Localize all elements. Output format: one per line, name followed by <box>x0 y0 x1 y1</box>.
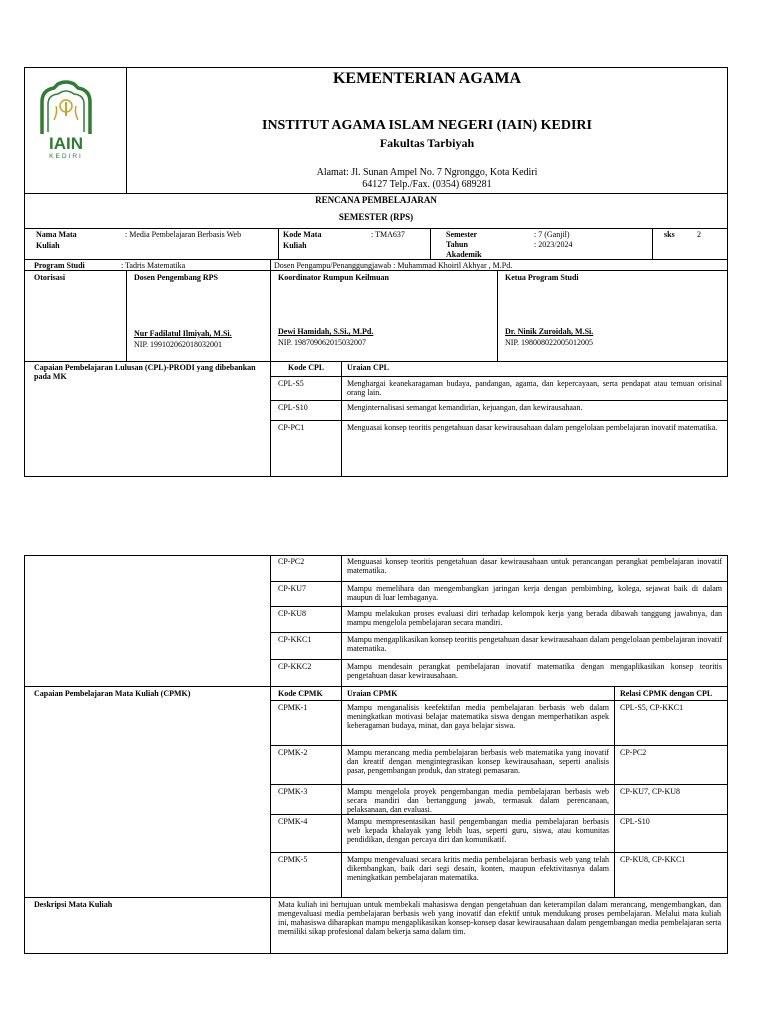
cpl-code: CP-KKC2 <box>278 662 312 671</box>
cpmk-relation: CP-KU7, CP-KU8 <box>620 787 681 796</box>
sks-value: 2 <box>697 230 701 239</box>
academic-year-value: : 2023/2024 <box>534 240 573 249</box>
cpl-desc: Mampu memelihara dan mengembangkan jaringan kerja dengan pembimbing, kolega, sejawat baik di dalam maupun di luar lembaganya. <box>347 584 722 602</box>
cpmk-relation: CPL-S10 <box>620 817 650 826</box>
cpl-desc: Menguasai konsep teoritis pengetahuan dasar kewirausahaan untuk perancangan perangkat pembelajaran inovatif matematika. <box>347 557 722 575</box>
cpmk-relation: CP-KU8, CP-KKC1 <box>620 855 686 864</box>
cpmk-code-header: Kode CPMK <box>278 689 323 698</box>
cpmk-relation: CP-PC2 <box>620 748 647 757</box>
cpl-desc: Menghargai keanekaragaman budaya, pandangan, agama, dan kepercayaan, serta pendapat atau temuan orisinal orang lain. <box>347 379 722 397</box>
head-title: Ketua Program Studi <box>505 273 579 282</box>
sks-label: sks <box>664 230 675 239</box>
authorization-label: Otorisasi <box>34 273 66 282</box>
cpl-desc: Mampu mendesain perangkat pembelajaran inovatif matematika dengan mengaplikasikan konsep teoritis pengetahuan dasar kewirausahaan. <box>347 662 722 680</box>
program-value: : Tadris Matematika <box>121 261 186 270</box>
course-name-value: : Media Pembelajaran Berbasis Web <box>125 230 242 239</box>
cpmk-desc: Mampu menganalisis keefektifan media pembelajaran berbasis web dalam meningkatkan motivasi belajar matematika siswa dengan memperhatikan aspek keberagaman budaya, minat, dan gaya belajar siswa. <box>347 703 609 730</box>
description-label: Deskripsi Mata Kuliah <box>34 900 113 909</box>
coordinator-title: Koordinator Rumpun Keilmuan <box>278 273 389 282</box>
developer-nip: NIP. 199102062018032001 <box>134 340 223 349</box>
cpl-code: CPL-S5 <box>278 379 304 388</box>
developer-name: Nur Fadilatul Ilmiyah, M.Si. <box>134 329 232 338</box>
head-name: Dr. Ninik Zuroidah, M.Si. <box>505 327 594 336</box>
description-text: Mata kuliah ini bertujuan untuk membekali mahasiswa dengan pengetahuan dan keterampilan dalam merancang, mengembangkan, dan mengevaluasi media pembelajaran berbasis web yang inovatif dan efektif untuk mendukung proses pembelajaran. Melalui mata kuliah ini, mahasiswa diharapkan mampu mengaplikasikan konsep-konsep dasar kewirausahaan dalam pengembangan media pembelajaran serta memiliki sikap profesional dalam bekerja sama dalam tim. <box>278 900 721 936</box>
head-nip: NIP. 198008022005012005 <box>505 338 594 347</box>
cpl-desc: Mampu mengaplikasikan konsep teoritis pengetahuan dasar kewirausahaan dalam pengelolaan pembelajaran inovatif matematika. <box>347 635 722 653</box>
doc-title-1: RENCANA PEMBELAJARAN <box>315 195 437 205</box>
cpmk-relation: CPL-S5, CP-KKC1 <box>620 703 684 712</box>
cpl-desc: Mampu melakukan proses evaluasi diri terhadap kelompok kerja yang berada dibawah tanggung jawabnya, dan mampu mengelola pembelajaran secara mandiri. <box>347 609 722 627</box>
cpl-desc: Menguasai konsep teoritis pengetahuan dasar kewirausahaan dalam pengelolaan pembelajaran inovatif matematika. <box>347 423 718 432</box>
semester-value: : 7 (Ganjil) <box>534 230 570 239</box>
cpl-code: CP-KU7 <box>278 584 307 593</box>
lecturer-info: Dosen Pengampu/Penanggungjawab : Muhammad Khoiril Akhyar , M.Pd. <box>274 261 513 270</box>
cpmk-desc: Mampu mengevaluasi secara kritis media pembelajaran berbasis web yang telah dikembangkan, baik dari segi desain, konten, maupun efektivitasnya dalam meningkatkan pembelajaran matematika. <box>347 855 609 882</box>
cpl-code: CP-KKC1 <box>278 635 312 644</box>
course-name-label-2: Kuliah <box>36 241 60 250</box>
cpmk-code: CPMK-3 <box>278 787 308 796</box>
course-name-label: Nama Mata <box>36 230 77 239</box>
cpmk-code: CPMK-2 <box>278 748 308 757</box>
cpmk-desc: Mampu mempresentasikan hasil pengembangan media pembelajaran berbasis web kepada khalayak yang lebih luas, seperti guru, siswa, atau komunitas pendidikan, dengan percaya diri dan komunikatif. <box>347 817 609 844</box>
ministry-title: KEMENTERIAN AGAMA <box>332 70 521 87</box>
address-line-2: 64127 Telp./Fax. (0354) 689281 <box>362 179 492 190</box>
cpmk-code: CPMK-1 <box>278 703 308 712</box>
cpl-code: CP-KU8 <box>278 609 307 618</box>
institute-title: INSTITUT AGAMA ISLAM NEGERI (IAIN) KEDIRI <box>262 118 592 133</box>
cpmk-code: CPMK-4 <box>278 817 308 826</box>
course-code-value: : TMA637 <box>371 230 405 239</box>
cpl-code-header: Kode CPL <box>288 363 325 372</box>
academic-year-label: Tahun <box>446 240 468 249</box>
cpmk-desc: Mampu mengelola proyek pengembangan media pembelajaran berbasis web secara mandiri dan bertanggung jawab, termasuk dalam perencanaan, pelaksanaan, dan evaluasi. <box>347 787 609 814</box>
cpl-desc: Menginternalisasi semangat kemandirian, kejuangan, dan kewirausahaan. <box>347 403 583 412</box>
cpmk-desc: Mampu merancang media pembelajaran berbasis web matematika yang inovatif dan kreatif dengan mengintegrasikan konsep kewirausahaan, seperti analisis pasar, pengembangan produk, dan strategi pemasaran. <box>347 748 609 775</box>
cpmk-relation-header: Relasi CPMK dengan CPL <box>620 689 713 698</box>
cpl-code: CP-PC2 <box>278 557 305 566</box>
faculty-title: Fakultas Tarbiyah <box>379 136 475 150</box>
coordinator-nip: NIP. 198709062015032007 <box>278 338 367 347</box>
coordinator-name: Dewi Hamidah, S.Si., M.Pd. <box>278 327 374 336</box>
logo-text: IAIN <box>49 134 83 153</box>
academic-year-label-2: Akademik <box>446 250 482 259</box>
course-code-label: Kode Mata <box>283 230 322 239</box>
cpl-code: CP-PC1 <box>278 423 305 432</box>
iain-kediri-logo <box>36 80 96 160</box>
cpmk-code: CPMK-5 <box>278 855 308 864</box>
cpmk-label: Capaian Pembelajaran Mata Kuliah (CPMK) <box>34 689 191 698</box>
cpl-label: Capaian Pembelajaran Lulusan (CPL)-PRODI yang dibebankan pada MK <box>34 363 256 381</box>
program-label: Program Studi <box>34 261 85 270</box>
cpl-code: CPL-S10 <box>278 403 308 412</box>
developer-title: Dosen Pengembang RPS <box>134 273 219 282</box>
logo-subtext: KEDIRI <box>49 153 83 160</box>
course-code-label-2: Kuliah <box>283 241 307 250</box>
address-line-1: Alamat: Jl. Sunan Ampel No. 7 Ngronggo, Kota Kediri <box>316 167 538 178</box>
cpl-desc-header: Uraian CPL <box>347 363 389 372</box>
cpmk-desc-header: Uraian CPMK <box>347 689 398 698</box>
semester-label: Semester <box>446 230 478 239</box>
doc-title-2: SEMESTER (RPS) <box>338 212 414 222</box>
